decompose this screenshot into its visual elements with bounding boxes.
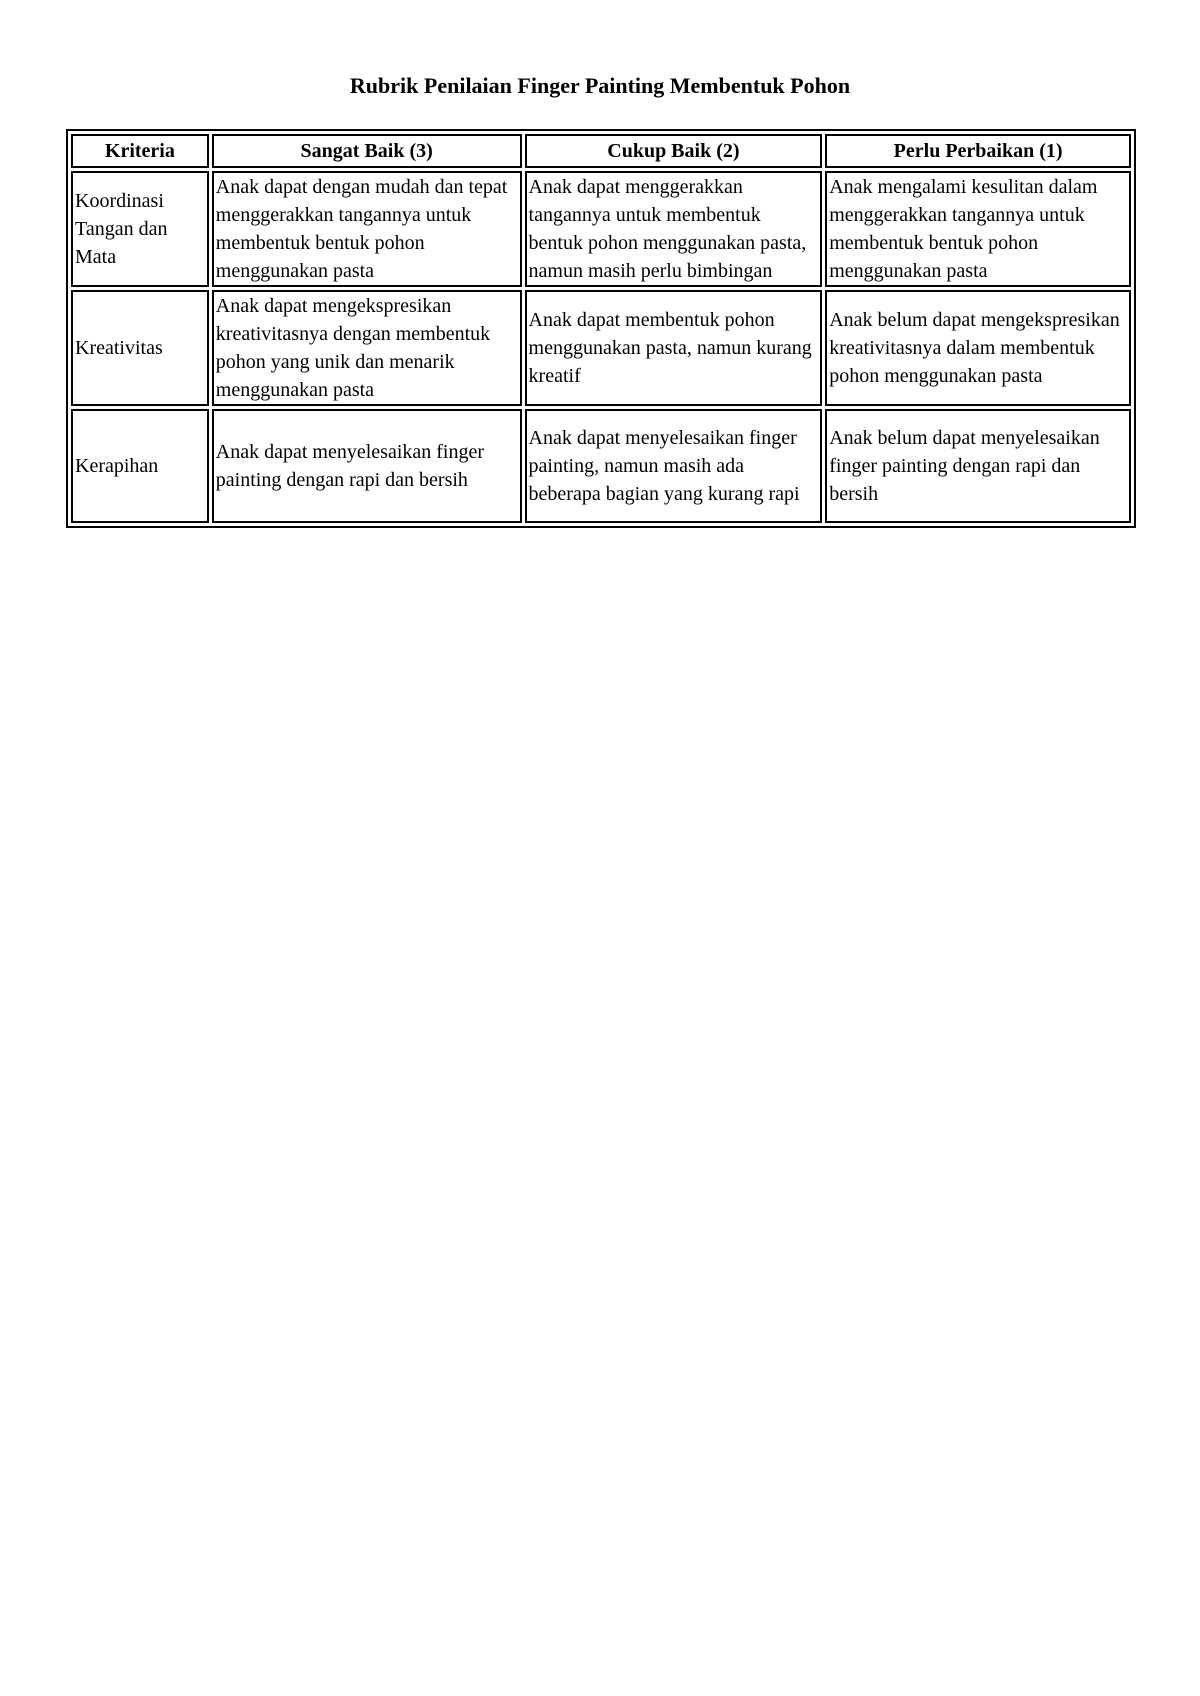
- table-row: [71, 290, 1131, 406]
- document-title: Rubrik Penilaian Finger Painting Membentuk Pohon: [349, 73, 851, 98]
- header-cukup-baik: Cukup Baik (2): [525, 134, 823, 168]
- rubric-cell: Anak belum dapat menyelesaikan finger painting dengan rapi dan bersih: [825, 409, 1131, 523]
- rubric-cell: Anak dapat membentuk pohon menggunakan pasta, namun kurang kreatif: [525, 290, 823, 406]
- rubric-cell: Anak dapat menggerakkan tangannya untuk membentuk bentuk pohon menggunakan pasta, namun masih perlu bimbingan: [525, 171, 823, 287]
- table-header-row: [71, 134, 1131, 168]
- criterion-cell: Kerapihan: [71, 409, 209, 523]
- rubric-cell: Anak belum dapat mengekspresikan kreativitasnya dalam membentuk pohon menggunakan pasta: [825, 290, 1131, 406]
- criterion-cell: Kreativitas: [71, 290, 209, 406]
- header-kriteria: Kriteria: [71, 134, 209, 168]
- table-row: [71, 171, 1131, 287]
- header-perlu-perbaikan: Perlu Perbaikan (1): [825, 134, 1131, 168]
- rubric-cell: Anak mengalami kesulitan dalam menggerakkan tangannya untuk membentuk bentuk pohon menggunakan pasta: [825, 171, 1131, 287]
- rubric-cell: Anak dapat mengekspresikan kreativitasnya dengan membentuk pohon yang unik dan menarik menggunakan pasta: [212, 290, 522, 406]
- rubric-table: [66, 129, 1136, 528]
- header-sangat-baik: Sangat Baik (3): [212, 134, 522, 168]
- rubric-cell: Anak dapat menyelesaikan finger painting, namun masih ada beberapa bagian yang kurang rapi: [525, 409, 823, 523]
- table-row: [71, 409, 1131, 523]
- rubric-cell: Anak dapat menyelesaikan finger painting dengan rapi dan bersih: [212, 409, 522, 523]
- criterion-cell: Koordinasi Tangan dan Mata: [71, 171, 209, 287]
- rubric-cell: Anak dapat dengan mudah dan tepat menggerakkan tangannya untuk membentuk bentuk pohon menggunakan pasta: [212, 171, 522, 287]
